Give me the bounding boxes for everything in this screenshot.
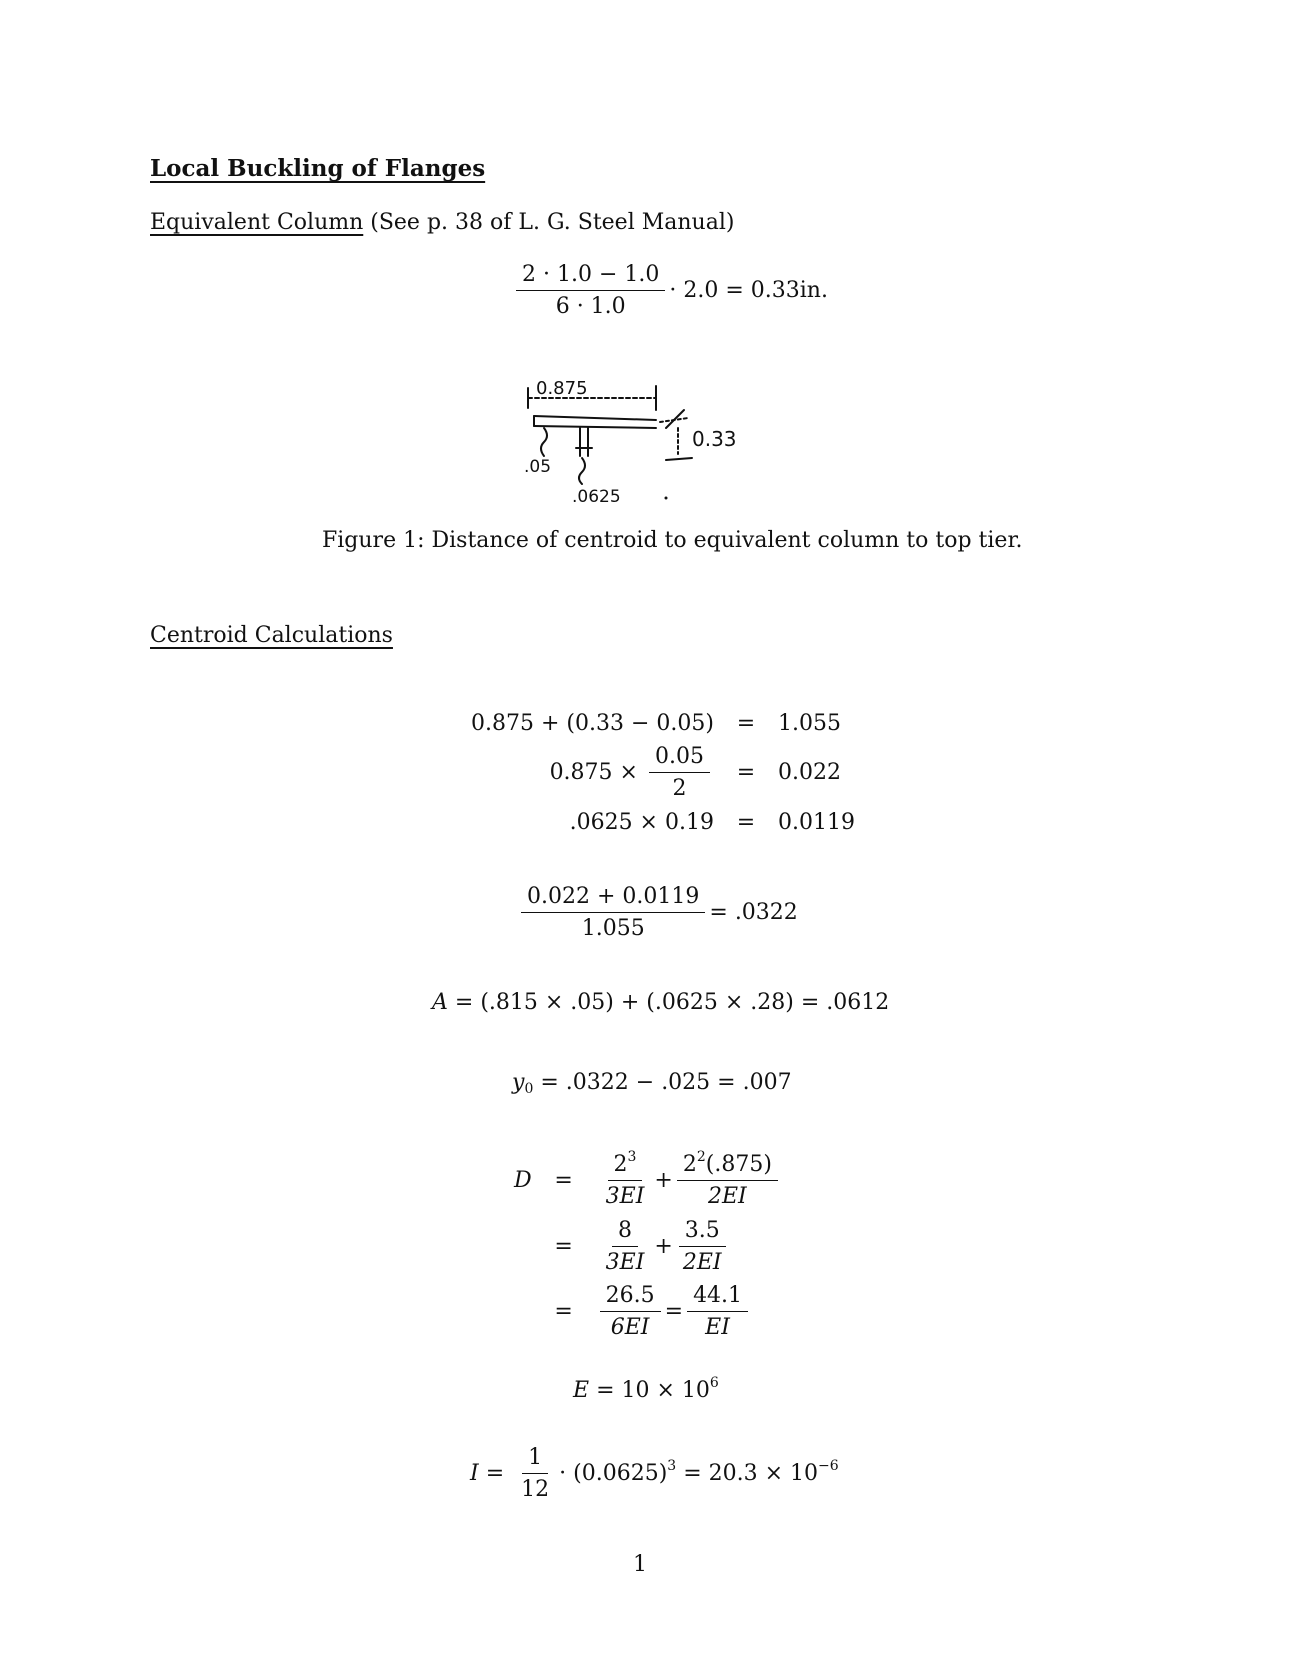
equation-rest: = 10 × 10 xyxy=(596,1378,710,1403)
denominator xyxy=(702,1181,753,1209)
numerator: 44.1 xyxy=(687,1283,748,1312)
subsection-heading xyxy=(150,210,734,235)
equation-rel: = xyxy=(736,760,756,786)
denominator: 6 · 1.0 xyxy=(555,294,626,320)
exponent: 3 xyxy=(627,1149,637,1165)
numerator: 1 xyxy=(522,1445,548,1474)
denominator xyxy=(699,1312,736,1340)
exponent: 3 xyxy=(667,1457,677,1474)
numerator: 26.5 xyxy=(600,1283,661,1312)
equals-sign: = xyxy=(485,1460,505,1486)
fraction xyxy=(516,262,665,320)
base: 2 xyxy=(682,1152,697,1177)
denominator: 12 xyxy=(521,1477,550,1503)
plus-sign: + xyxy=(654,1233,673,1259)
equation-i xyxy=(470,1445,839,1503)
label-033: 0.33 xyxy=(692,427,737,451)
fraction xyxy=(677,1149,778,1210)
centroid-equations xyxy=(465,707,861,839)
equation-rel: = xyxy=(736,809,756,835)
variable-d: D xyxy=(514,1168,532,1194)
equation-offset xyxy=(512,262,828,320)
figure-caption: Figure 1: Distance of centroid to equivalent column to top tier. xyxy=(322,528,1023,553)
equation-e xyxy=(573,1375,719,1403)
variable-y: y xyxy=(512,1070,525,1095)
exponent: 2 xyxy=(696,1149,706,1165)
numerator: 2 · 1.0 − 1.0 xyxy=(516,262,665,291)
variable-e: E xyxy=(573,1378,590,1403)
equation-lhs: 0.875 + (0.33 − 0.05) xyxy=(471,711,714,736)
subsection-reference: (See p. 38 of L. G. Steel Manual) xyxy=(363,210,735,235)
equation-rhs xyxy=(590,1214,788,1280)
equation-row xyxy=(465,806,861,839)
denominator xyxy=(677,1247,728,1275)
denominator-text: 6EI xyxy=(610,1315,650,1341)
equation-rel: = xyxy=(554,1168,573,1194)
lhs-prefix: 0.875 × xyxy=(549,759,638,785)
numerator-rest: (.875) xyxy=(705,1152,772,1177)
denominator-text: EI xyxy=(705,1315,730,1341)
numerator: 0.022 + 0.0119 xyxy=(521,884,705,913)
denominator-text: 3EI xyxy=(605,1184,645,1210)
equation-rhs: 0.0119 xyxy=(777,809,855,835)
equation-d xyxy=(508,1148,788,1345)
equation-rel: = xyxy=(554,1299,573,1325)
equation-rest: = (.815 × .05) + (.0625 × .28) = .0612 xyxy=(454,990,890,1015)
exponent: 6 xyxy=(709,1375,719,1391)
denominator-text: 3EI xyxy=(605,1249,645,1275)
denominator-text: 2EI xyxy=(682,1249,722,1275)
subsection-title: Equivalent Column xyxy=(150,210,364,235)
equation-area xyxy=(432,990,889,1015)
leader-bottom xyxy=(579,458,585,484)
equation-y0 xyxy=(512,1070,792,1095)
equation-lhs: .0625 × 0.19 xyxy=(569,809,714,835)
dimension-tick-right-bottom xyxy=(666,458,692,460)
equation-row xyxy=(508,1148,788,1214)
subscript: 0 xyxy=(524,1081,534,1097)
equation-rel: = xyxy=(554,1233,573,1259)
fraction xyxy=(600,1218,651,1276)
numerator xyxy=(608,1149,643,1181)
equation-row xyxy=(508,1214,788,1280)
fraction xyxy=(677,1218,728,1276)
fraction xyxy=(600,1283,661,1341)
fraction xyxy=(521,884,705,942)
label-00625: .0625 xyxy=(572,487,621,507)
equals-sign: = xyxy=(664,1298,684,1324)
equation-rel: = xyxy=(736,711,756,736)
equation-row xyxy=(465,740,861,806)
equation-rhs xyxy=(590,1279,788,1345)
centroid-heading xyxy=(150,623,393,648)
fraction xyxy=(600,1149,651,1210)
label-0875: 0.875 xyxy=(536,378,588,399)
equation-row xyxy=(465,707,861,740)
fraction xyxy=(649,744,710,802)
page-number: 1 xyxy=(633,1552,647,1577)
denominator xyxy=(600,1247,651,1275)
denominator: 2 xyxy=(672,776,687,802)
flange-top-edge xyxy=(534,416,656,420)
equation-lhs xyxy=(508,1279,538,1345)
fraction xyxy=(515,1445,555,1503)
denominator xyxy=(605,1312,656,1340)
equation-rest: = .0322 xyxy=(709,899,798,925)
numerator xyxy=(677,1149,778,1181)
base: 2 xyxy=(613,1152,628,1177)
equation-lhs xyxy=(508,1214,538,1280)
equation-lhs xyxy=(508,1148,538,1214)
numerator: 3.5 xyxy=(679,1218,726,1247)
equation-rhs: 0.022 xyxy=(777,760,841,786)
centroid-heading-text: Centroid Calculations xyxy=(150,623,393,648)
denominator-text: 2EI xyxy=(707,1184,747,1210)
flange-bottom-edge xyxy=(534,426,656,428)
section-heading: Local Buckling of Flanges xyxy=(150,155,486,182)
label-005: .05 xyxy=(524,457,552,477)
equation-result: = 20.3 × 10 xyxy=(683,1460,819,1486)
plus-sign: + xyxy=(654,1167,673,1193)
equation-ratio xyxy=(517,884,798,942)
stray-dot xyxy=(665,497,668,500)
flange-sketch-figure xyxy=(520,368,780,508)
denominator: 1.055 xyxy=(581,916,645,942)
exponent: −6 xyxy=(818,1457,839,1474)
equation-rest: · 2.0 = 0.33in. xyxy=(669,277,828,303)
equation-lhs xyxy=(465,740,720,806)
equation-rest: · (0.0625) xyxy=(559,1460,668,1486)
equation-row xyxy=(508,1279,788,1345)
numerator: 0.05 xyxy=(649,744,710,773)
variable-a: A xyxy=(432,990,448,1015)
numerator: 8 xyxy=(612,1218,638,1247)
fraction xyxy=(687,1283,748,1341)
leader-left xyxy=(541,428,547,456)
equation-rhs: 1.055 xyxy=(777,711,841,736)
denominator xyxy=(600,1181,651,1209)
equation-rhs xyxy=(590,1148,788,1214)
equation-rest: = .0322 − .025 = .007 xyxy=(540,1070,792,1095)
variable-i: I xyxy=(470,1460,479,1486)
